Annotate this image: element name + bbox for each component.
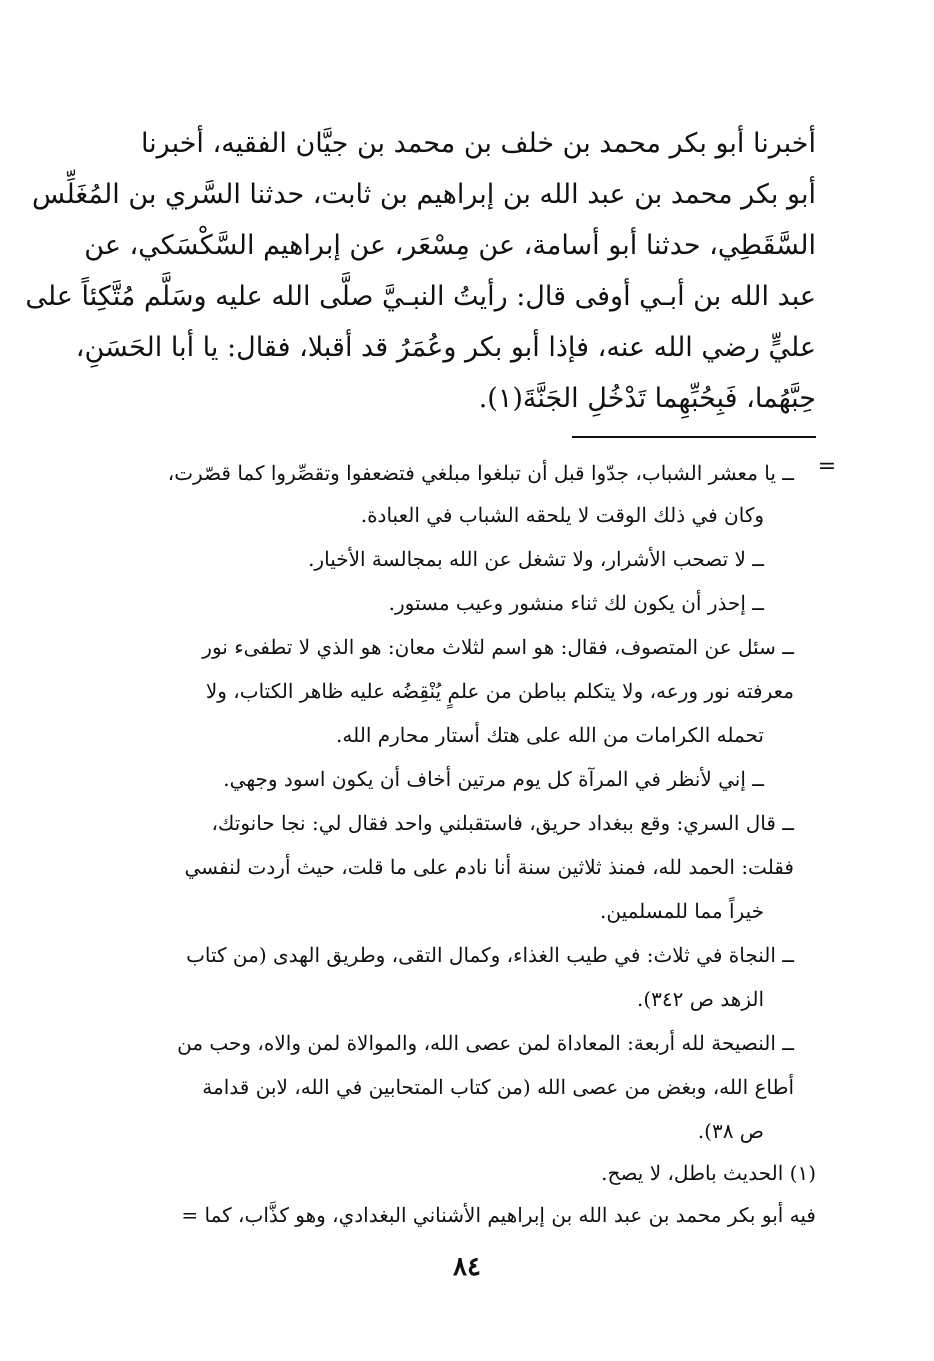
footnote-line: تحمله الكرامات من الله على هتك أستار محارم الله. bbox=[336, 723, 764, 747]
footnote-line: ــ يا معشر الشباب، جدّوا قبل أن تبلغوا مبلغي فتضعفوا وتقصِّروا كما قصّرت، bbox=[167, 461, 794, 485]
footnote-line: أطاع الله، وبغض من عصى الله (من كتاب المتحابين في الله، لابن قدامة bbox=[202, 1075, 794, 1099]
footnote-line: (١) الحديث باطل، لا يصح. bbox=[601, 1161, 816, 1185]
footnote-line: فيه أبو بكر محمد بن عبد الله بن إبراهيم الأشناني البغدادي، وهو كذَّاب، كما = bbox=[181, 1203, 816, 1227]
footnote-line: ص ٣٨). bbox=[697, 1119, 764, 1143]
main-text-line: عبد الله بن أبـي أوفى قال: رأيتُ النبـيَّ صلَّى الله عليه وسَلَّم مُتَّكِئاً على bbox=[25, 281, 816, 312]
footnote-continuation-mark: = bbox=[817, 454, 837, 479]
main-text-line: أبو بكر محمد بن عبد الله بن إبراهيم بن ثابت، حدثنا السَّري بن المُغَلِّس bbox=[32, 179, 816, 210]
main-text-line: عليٍّ رضي الله عنه، فإذا أبو بكر وعُمَرُ قد أقبلا، فقال: يا أبا الحَسَنِ، bbox=[75, 332, 816, 363]
footnote-line: خيراً مما للمسلمين. bbox=[600, 899, 764, 923]
footnote-separator bbox=[572, 436, 816, 438]
footnote-line: وكان في ذلك الوقت لا يلحقه الشباب في العبادة. bbox=[360, 503, 764, 527]
main-text-line: السَّقَطِي، حدثنا أبو أسامة، عن مِسْعَر، عن إبراهيم السَّكْسَكي، عن bbox=[84, 230, 816, 261]
footnote-line: ــ لا تصحب الأشرار، ولا تشغل عن الله بمجالسة الأخيار. bbox=[308, 547, 764, 571]
footnote-line: ــ النجاة في ثلاث: في طيب الغذاء، وكمال التقى، وطريق الهدى (من كتاب bbox=[186, 943, 794, 967]
footnote-line: معرفته نور ورعه، ولا يتكلم بباطن من علمٍ يُنْقِضُه عليه ظاهر الكتاب، ولا bbox=[205, 679, 794, 703]
footnote-line: ــ قال السري: وقع ببغداد حريق، فاستقبلني واحد فقال لي: نجا حانوتك، bbox=[211, 811, 794, 835]
footnote-line: الزهد ص ٣٤٢). bbox=[636, 987, 764, 1011]
footnote-line: ــ النصيحة لله أربعة: المعاداة لمن عصى الله، والموالاة لمن والاه، وحب من bbox=[177, 1031, 794, 1055]
footnote-line: ــ سئل عن المتصوف، فقال: هو اسم لثلاث معان: هو الذي لا تطفىء نور bbox=[202, 635, 794, 659]
footnote-line: ــ إني لأنظر في المرآة كل يوم مرتين أخاف أن يكون اسود وجهي. bbox=[223, 767, 764, 791]
footnote-line: ــ إحذر أن يكون لك ثناء منشور وعيب مستور. bbox=[388, 591, 764, 615]
main-text-line: أخبرنا أبو بكر محمد بن خلف بن محمد بن جيَّان الفقيه، أخبرنا bbox=[140, 128, 816, 159]
page-number: ٨٤ bbox=[453, 1252, 481, 1282]
main-text-line: حِبَّهُما، فَبِحُبِّهِما تَدْخُلِ الجَنَّةَ(١). bbox=[478, 383, 816, 414]
footnote-line: فقلت: الحمد لله، فمنذ ثلاثين سنة أنا نادم على ما قلت، حيث أردت لنفسي bbox=[184, 855, 794, 879]
main-text bbox=[25, 118, 816, 424]
